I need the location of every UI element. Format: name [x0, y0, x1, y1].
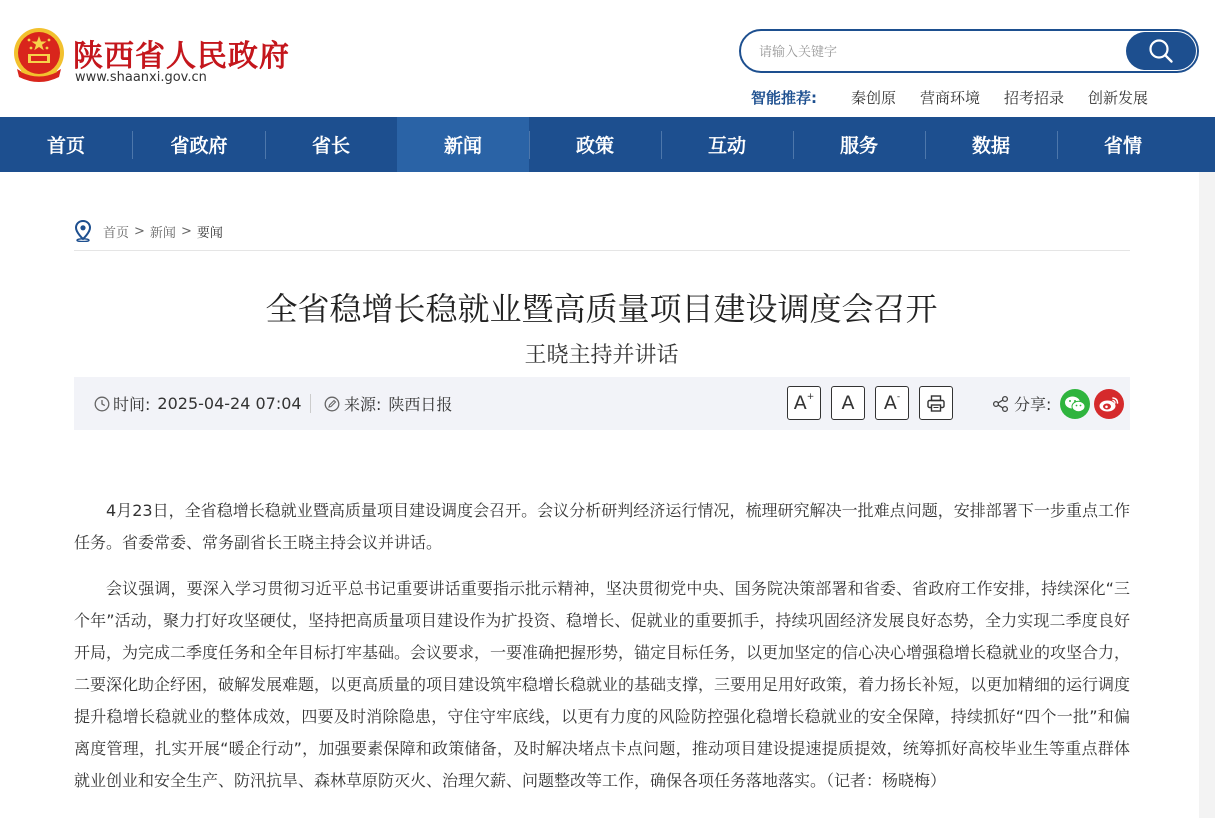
nav-item-province-info[interactable]: 省情	[1103, 135, 1142, 157]
article-title: 全省稳增长稳就业暨高质量项目建设调度会召开	[265, 290, 938, 328]
weibo-icon	[1098, 395, 1120, 413]
edit-icon	[324, 396, 340, 412]
nav-item-government[interactable]: 省政府	[170, 135, 228, 157]
article-source	[324, 377, 452, 430]
wechat-icon	[1064, 395, 1086, 413]
site-header	[0, 0, 1215, 117]
recommend-link-recruitment[interactable]: 招考招录	[1004, 89, 1065, 107]
article-paragraph: 4月23日，全省稳增长稳就业暨高质量项目建设调度会召开。会议分析研判经济运行情况，梳理研究解决一批难点问题，安排部署下一步重点工作任务。省委常委、常务副省长王晓主持会议并讲话。	[74, 501, 1130, 552]
breadcrumb-divider	[74, 250, 1130, 251]
search-input[interactable]	[757, 41, 1121, 63]
nav-item-home[interactable]: 首页	[46, 135, 85, 157]
font-increase-button[interactable]	[787, 386, 821, 420]
font-reset-label: A	[841, 392, 855, 414]
share-area	[992, 377, 1051, 430]
share-icon	[992, 395, 1010, 413]
location-pin-icon	[74, 220, 92, 242]
recommend-link-innovation[interactable]: 创新发展	[1088, 89, 1149, 107]
main-nav	[0, 117, 1215, 172]
plus-icon: +	[806, 392, 815, 402]
nav-item-service[interactable]: 服务	[839, 135, 878, 157]
site-name[interactable]: 陕西省人民政府	[73, 39, 290, 74]
search-button[interactable]	[1126, 32, 1196, 70]
breadcrumb-news[interactable]: 新闻	[149, 225, 176, 241]
time-label: 时间:	[113, 395, 151, 414]
breadcrumb-separator: >	[134, 223, 145, 239]
share-label: 分享:	[1014, 395, 1052, 414]
nav-item-news[interactable]: 新闻	[397, 117, 529, 172]
source-value: 陕西日报	[388, 395, 453, 414]
recommend-label: 智能推荐:	[751, 89, 817, 107]
article-paragraph: 会议强调，要深入学习贯彻习近平总书记重要讲话重要指示批示精神，坚决贯彻党中央、国务院决策部署和省委、省政府工作安排，持续深化“三个年”活动，聚力打好攻坚硬仗，坚持把高质量项目建设作为扩投资、稳增长、促就业的重要抓手，持续巩固经济发展良好态势，全力实现二季度良好开局，为完成二季度任务和全年目标打牢基础。会议要求，一要准确把握形势，锚定目标任务，以更加坚定的信心决心增强稳增长稳就业的攻坚合力，二要深化助企纾困，破解发展难题，以更高质量的项目建设筑牢稳增长稳就业的基础支撑，三要用足用好政策，着力扬长补短，以更加精细的运行调度提升稳增长稳就业的整体成效，四要及时消除隐患，守住守牢底线，以更有力度的风险防控强化稳增长稳就业的安全保障，持续抓好“四个一批”和偏离度管理，扎实开展“暖企行动”，加强要素保障和政策储备，及时解决堵点卡点问题，推动项目建设提速提质提效，统筹抓好高校毕业生等重点群体就业创业和安全生产、防汛抗旱、森林草原防灭火、治理欠薪、问题整改等工作，确保各项任务落地落实。（记者：杨晓梅）	[74, 579, 1131, 790]
nav-item-governor[interactable]: 省长	[311, 135, 350, 157]
breadcrumb-home[interactable]: 首页	[103, 225, 130, 241]
font-increase-label: A	[793, 392, 807, 414]
national-emblem-icon[interactable]	[11, 27, 67, 85]
breadcrumb-separator: >	[180, 223, 192, 239]
publish-time	[94, 377, 302, 430]
breadcrumb-headlines[interactable]: 要闻	[196, 225, 223, 241]
article-container	[0, 172, 1199, 818]
font-decrease-button[interactable]	[875, 386, 909, 420]
printer-icon	[927, 395, 945, 412]
nav-item-data[interactable]: 数据	[971, 135, 1010, 157]
article-body	[74, 495, 1130, 811]
font-reset-button[interactable]	[831, 386, 865, 420]
recommend-link-qinchuangyuan[interactable]: 秦创原	[851, 89, 897, 107]
time-value: 2025-04-24 07:04	[157, 394, 302, 413]
font-decrease-label: A	[883, 392, 897, 414]
clock-icon	[94, 396, 110, 412]
share-wechat-button[interactable]	[1060, 389, 1090, 419]
search-box	[739, 29, 1199, 73]
site-url: www.shaanxi.gov.cn	[75, 70, 207, 85]
nav-item-interaction[interactable]: 互动	[707, 135, 746, 157]
recommend-link-business-environment[interactable]: 营商环境	[920, 89, 981, 107]
breadcrumb	[74, 220, 223, 242]
article-subtitle: 王晓主持并讲话	[524, 343, 679, 368]
search-icon	[1148, 38, 1174, 64]
nav-item-policy[interactable]: 政策	[575, 135, 614, 157]
minus-icon: -	[896, 392, 901, 402]
share-weibo-button[interactable]	[1094, 389, 1124, 419]
article-info-bar	[74, 377, 1130, 430]
source-label: 来源:	[344, 395, 382, 414]
print-button[interactable]	[919, 386, 953, 420]
info-divider	[310, 394, 311, 413]
